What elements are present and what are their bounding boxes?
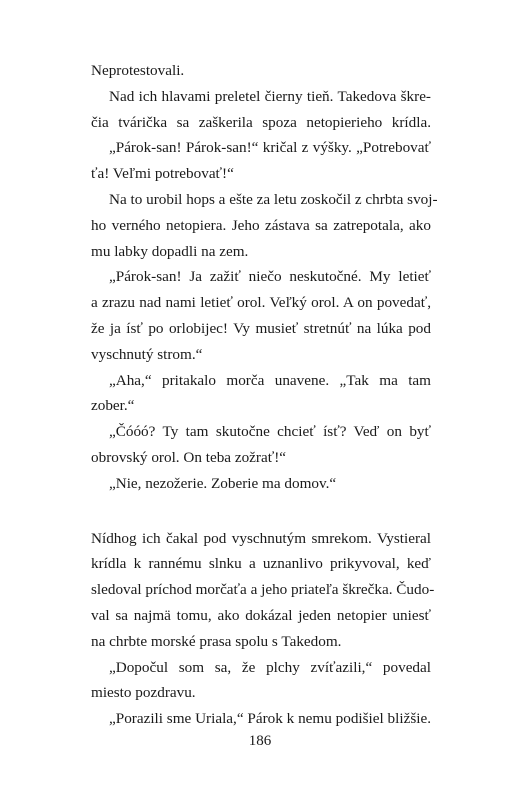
text-line: mu labky dopadli na zem. [91, 242, 249, 260]
page-number: 186 [248, 733, 272, 749]
text-line: čia tvárička sa zaškerila spoza netopierieho krídla. [91, 113, 431, 131]
body-text [91, 58, 438, 732]
text-line: „Dopočul som sa, že plchy zvíťazili,“ povedal [109, 658, 431, 676]
text-line: Neprotestovali. [91, 62, 185, 79]
text-line: Na to urobil hops a ešte za letu zoskočil z chrbta svoj- [109, 190, 438, 208]
section-break [91, 497, 431, 526]
text-line: „Porazili sme Uriala,“ Párok k nemu podišiel bližšie. [109, 710, 431, 728]
text-line: Nídhog ich čakal pod vyschnutým smrekom. Vystieral [91, 529, 431, 547]
text-line: krídla k rannému slnku a uznanlivo prikyvoval, keď [91, 555, 431, 573]
text-line: na chrbte morské prasa spolu s Takedom. [91, 632, 342, 650]
text-line: a zrazu nad nami letieť orol. Veľký orol. A on povedať, [91, 294, 431, 312]
text-line: ťa! Veľmi potrebovať!“ [91, 165, 234, 183]
text-line: „Nie, nezožerie. Zoberie ma domov.“ [109, 474, 337, 492]
text-line: ho verného netopiera. Jeho zástava sa zatrepotala, ako [91, 216, 431, 234]
text-line: vyschnutý strom.“ [91, 345, 203, 363]
text-line: že ja ísť po orlobijec! Vy musieť stretnúť na lúka pod [91, 319, 431, 337]
text-line: miesto pozdravu. [91, 684, 196, 702]
text-line: „Aha,“ pritakalo morča unavene. „Tak ma tam [109, 371, 431, 389]
text-line: „Párok-san! Ja zažiť niečo neskutočné. My letieť [109, 268, 431, 286]
text-line: zober.“ [91, 397, 135, 415]
text-line: „Párok-san! Párok-san!“ kričal z výšky. „Potrebovať [109, 139, 431, 157]
text-line: „Čóóó? Ty tam skutočne chcieť ísť? Veď on byť [109, 423, 431, 441]
text-line: obrovský orol. On teba zožrať!“ [91, 448, 286, 466]
text-line: val sa najmä tomu, ako dokázal jeden netopier uniesť [91, 606, 431, 624]
text-line: sledoval príchod morčaťa a jeho priateľa škrečka. Čudo- [91, 581, 435, 599]
text-line: Nad ich hlavami preletel čierny tieň. Takedova škre- [109, 87, 431, 105]
